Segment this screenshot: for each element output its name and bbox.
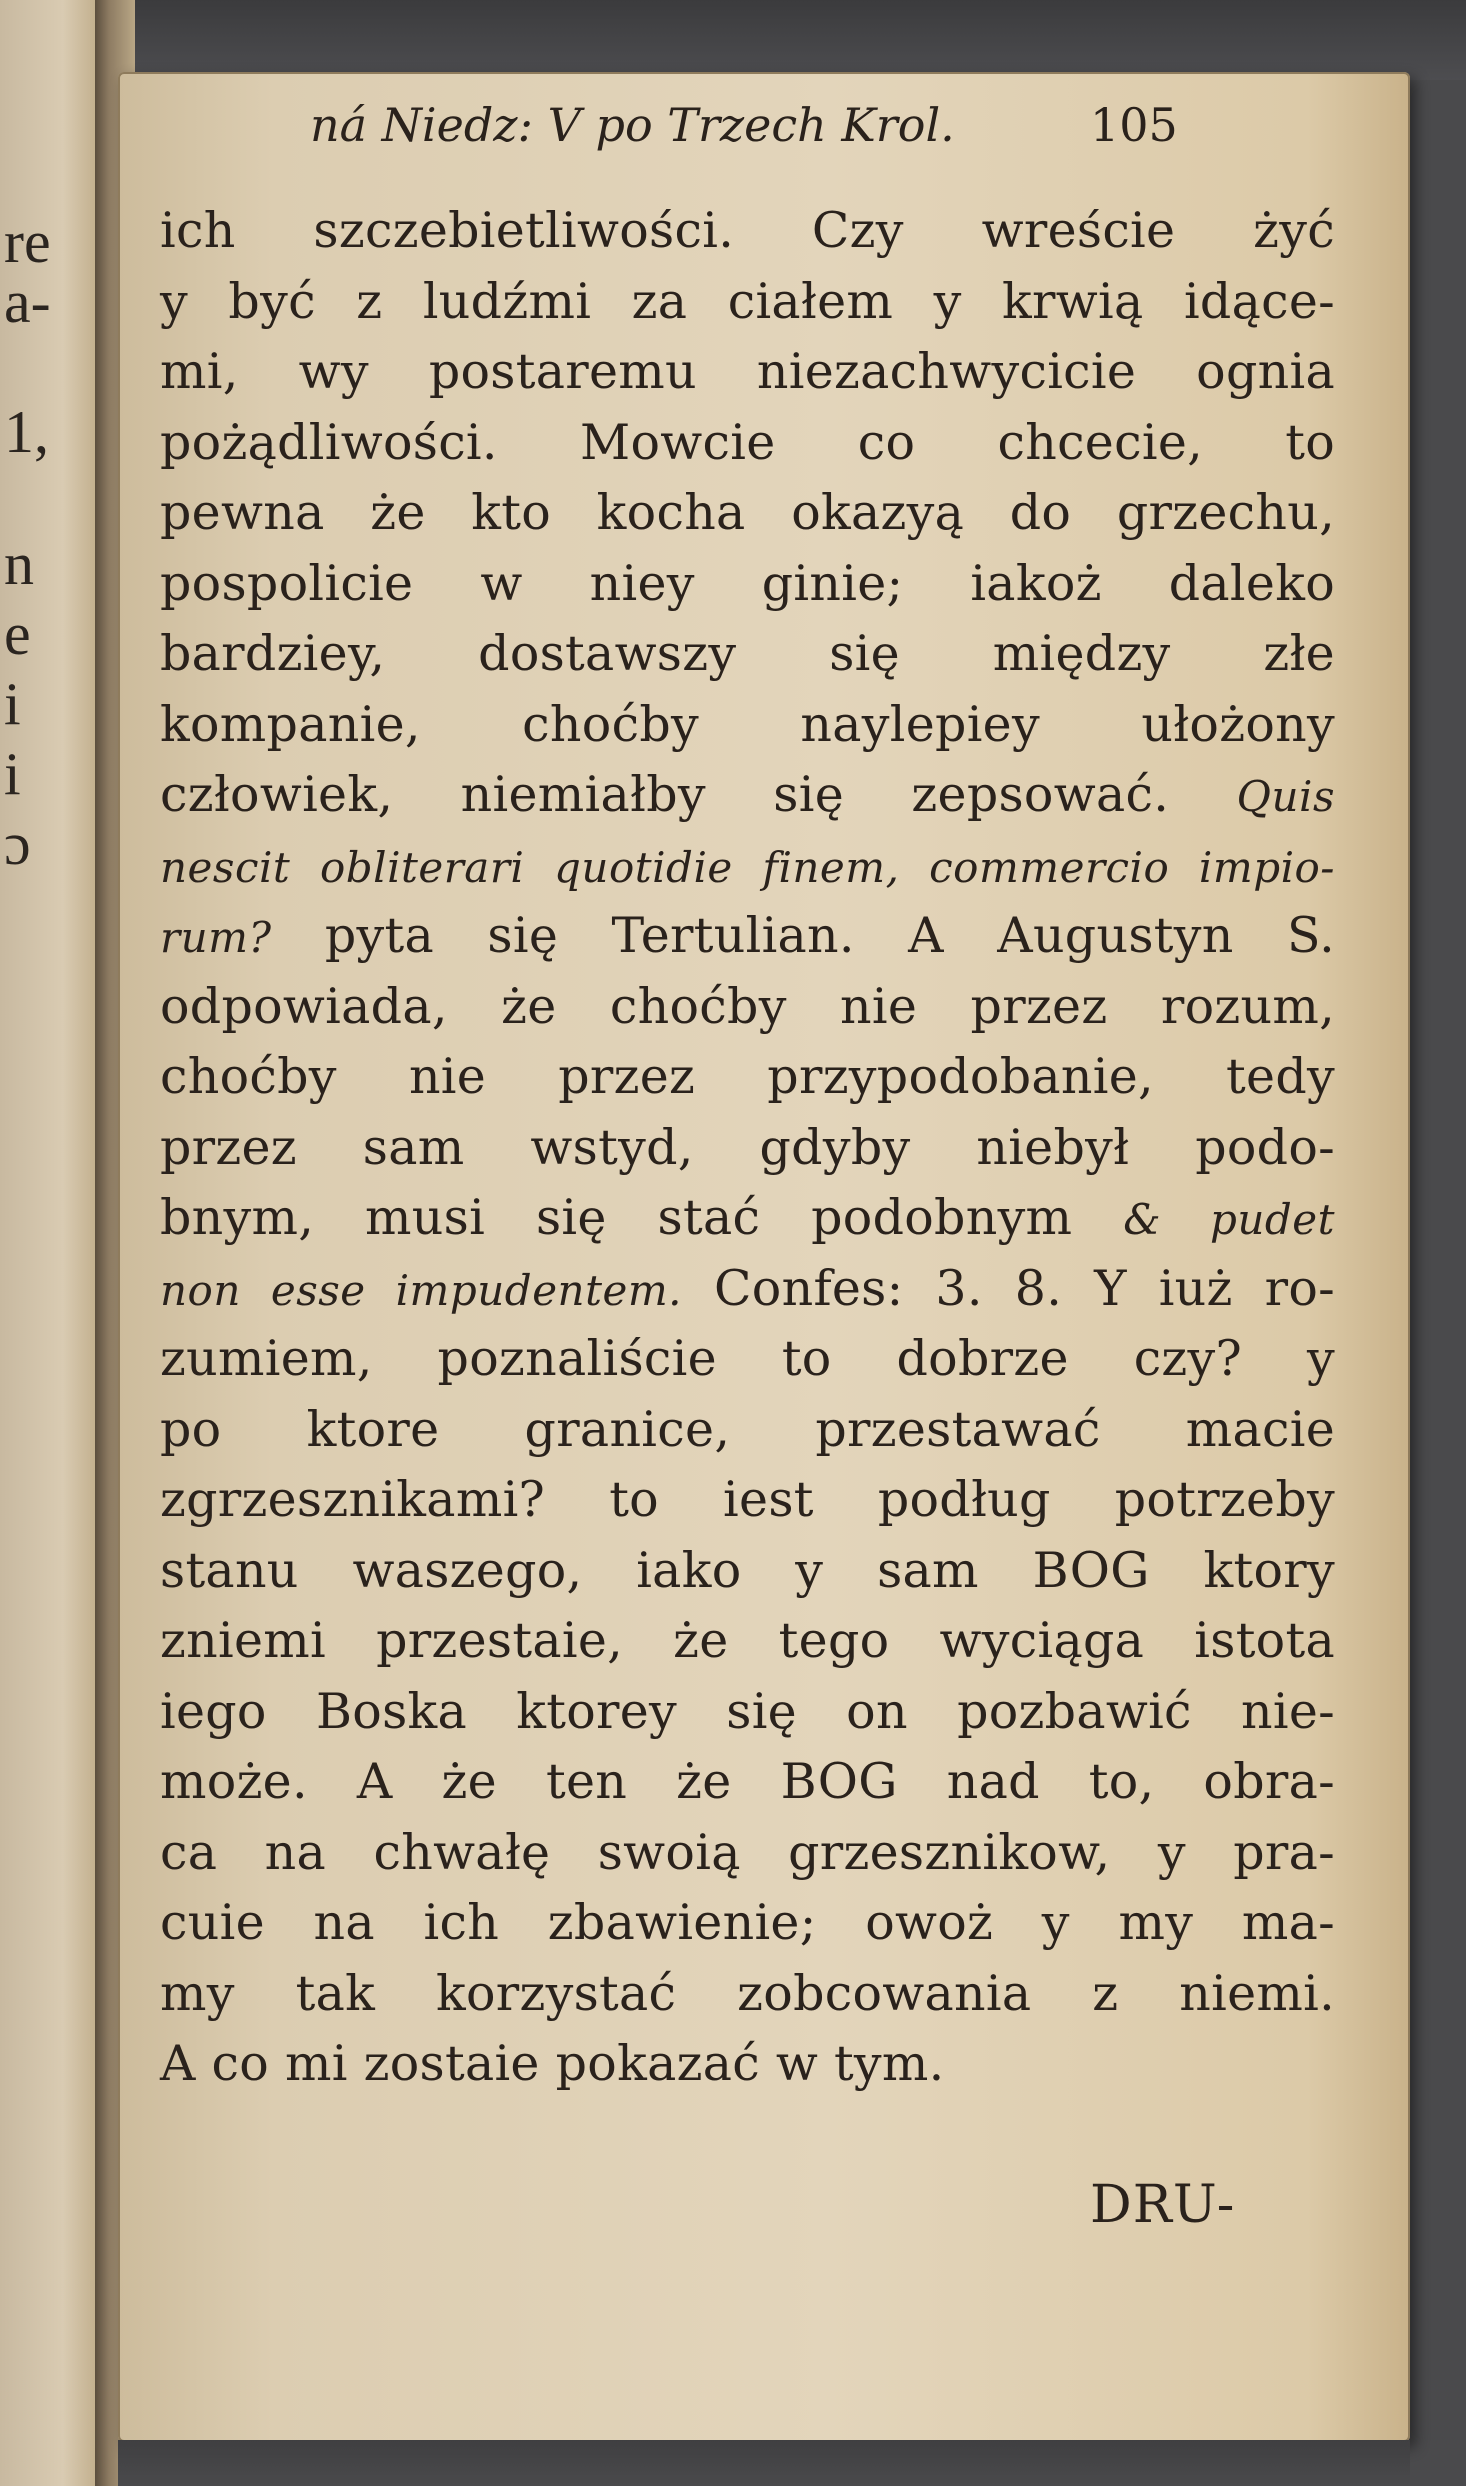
- text-line: [160, 1959, 1335, 2030]
- text-line: [160, 1677, 1335, 1748]
- polish-text: my tak korzystać zobcowania z niemi.: [160, 1964, 1335, 2022]
- polish-text: kompanie, choćby naylepiey ułożony: [160, 695, 1335, 753]
- text-line: [160, 1888, 1335, 1959]
- polish-text: bardziey, dostawszy się między złe: [160, 625, 1335, 682]
- polish-text: mi, wy postaremu niezachwycicie ognia: [160, 343, 1335, 400]
- catchword: DRU-: [1090, 2175, 1236, 2235]
- text-line: [160, 619, 1335, 690]
- polish-text: stanu waszego, iako y sam BOG ktory: [160, 1541, 1335, 1599]
- text-line: [160, 267, 1335, 338]
- latin-italic-text: nescit obliterari quotidie finem, commercio impio-: [160, 842, 1335, 892]
- polish-text: odpowiada, że choćby nie przez rozum,: [160, 977, 1335, 1035]
- text-line: [160, 690, 1335, 761]
- previous-page-fragment: i: [4, 741, 21, 807]
- text-line: [160, 901, 1335, 972]
- page-shadow: [118, 2440, 1410, 2486]
- text-line: [160, 1254, 1335, 1325]
- polish-text: y być z ludźmi za ciałem y krwią idące-: [160, 272, 1335, 330]
- text-line: [160, 1113, 1335, 1184]
- latin-italic-text: non esse impudentem.: [160, 1265, 683, 1315]
- latin-italic-text: Quis: [1236, 772, 1335, 821]
- polish-text: choćby nie przez przypodobanie, tedy: [160, 1048, 1335, 1105]
- previous-page-edge: [0, 0, 105, 2486]
- previous-page-fragment: a-: [4, 269, 51, 335]
- text-line: [160, 478, 1335, 549]
- text-line: [160, 1324, 1335, 1395]
- text-line: [160, 1465, 1335, 1536]
- polish-text: może. A że ten że BOG nad to, obra-: [160, 1753, 1335, 1810]
- text-line: [160, 760, 1335, 831]
- previous-page-fragment: i: [4, 671, 21, 737]
- text-line: [160, 1747, 1335, 1818]
- polish-text: po ktore granice, przestawać macie: [160, 1400, 1335, 1458]
- text-line: [160, 408, 1335, 479]
- text-line: [160, 549, 1335, 620]
- polish-text: iego Boska ktorey się on pozbawić nie-: [160, 1682, 1335, 1740]
- text-line: [160, 831, 1335, 902]
- previous-page-fragment: 1,: [4, 399, 49, 465]
- polish-text: pewna że kto kocha okazyą do grzechu,: [160, 484, 1335, 541]
- polish-text: pożądliwości. Mowcie co chcecie, to: [160, 413, 1335, 471]
- text-line: [160, 972, 1335, 1043]
- latin-italic-text: rum?: [160, 913, 272, 962]
- polish-text: zgrzesznikami? to iest podług potrzeby: [160, 1471, 1335, 1528]
- text-line: [160, 196, 1335, 267]
- text-line: [160, 1606, 1335, 1677]
- previous-page-fragment: re: [4, 209, 51, 275]
- text-line: [160, 2029, 1335, 2100]
- polish-text: ich szczebietliwości. Czy wreście żyć: [160, 202, 1335, 259]
- text-line: [160, 1818, 1335, 1889]
- polish-text: człowiek, niemiałby się zepsować.: [160, 766, 1237, 823]
- polish-text: przez sam wstyd, gdyby niebył podo-: [160, 1118, 1335, 1176]
- text-line: [160, 337, 1335, 408]
- text-line: [160, 1536, 1335, 1607]
- polish-text: cuie na ich zbawienie; owoż y my ma-: [160, 1894, 1335, 1951]
- polish-text: zniemi przestaie, że tego wyciąga istota: [160, 1612, 1335, 1669]
- page-header: [200, 98, 1330, 178]
- page-body-text: [160, 196, 1335, 2100]
- polish-text: zumiem, poznaliście to dobrze czy? y: [160, 1330, 1335, 1387]
- text-line: [160, 1042, 1335, 1113]
- text-line: [160, 1395, 1335, 1466]
- previous-page-fragment: ɔ: [4, 811, 31, 877]
- polish-text: A co mi zostaie pokazać w tym.: [160, 2035, 945, 2092]
- text-line: [160, 1183, 1335, 1254]
- polish-text: pospolicie w niey ginie; iakoż daleko: [160, 554, 1335, 612]
- polish-text: pyta się Tertulian. A Augustyn S.: [271, 907, 1335, 964]
- scanner-background: [0, 0, 1466, 80]
- running-head: ná Niedz: V po Trzech Krol.: [310, 98, 955, 152]
- polish-text: Confes: 3. 8. Y iuż ro-: [682, 1259, 1335, 1317]
- page-number: 105: [1090, 98, 1178, 152]
- previous-page-fragment: e: [4, 601, 31, 667]
- polish-text: bnym, musi się stać podobnym: [160, 1189, 1124, 1246]
- latin-italic-text: & pudet: [1123, 1195, 1335, 1244]
- previous-page-fragment: n: [4, 531, 34, 597]
- polish-text: ca na chwałę swoią grzesznikow, y pra-: [160, 1823, 1335, 1881]
